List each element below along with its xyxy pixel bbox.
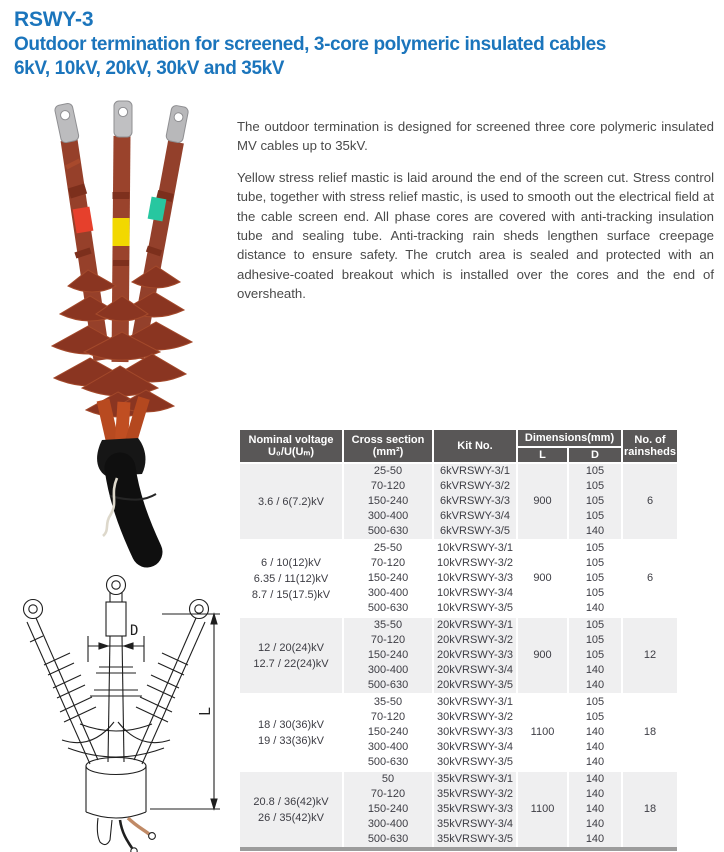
kit-no-cell: 35kVRSWY-3/3 xyxy=(433,802,517,817)
cross-section-cell: 35-50 xyxy=(343,617,433,633)
cross-section-cell: 300-400 xyxy=(343,740,433,755)
d-dimension-label: D xyxy=(130,623,139,639)
cross-section-cell: 70-120 xyxy=(343,633,433,648)
kit-no-cell: 6kVRSWY-3/3 xyxy=(433,494,517,509)
dim-d-cell: 105 xyxy=(568,494,622,509)
dim-d-cell: 105 xyxy=(568,463,622,479)
rainsheds-cell: 6 xyxy=(622,463,677,540)
kit-no-cell: 20kVRSWY-3/5 xyxy=(433,678,517,694)
dim-d-cell: 140 xyxy=(568,771,622,787)
page-title: Outdoor termination for screened, 3-core polymeric insulated cables xyxy=(14,34,606,55)
cross-section-cell: 300-400 xyxy=(343,663,433,678)
drawing-center-sheds xyxy=(68,667,164,757)
green-phase-band xyxy=(155,198,159,220)
dim-d-cell: 140 xyxy=(568,740,622,755)
cross-section-cell: 500-630 xyxy=(343,832,433,849)
voltage-cell: 12 / 20(24)kV 12.7 / 22(24)kV xyxy=(240,617,343,694)
breakout-and-cable xyxy=(97,438,156,552)
col-header-rainsheds: No. of rainsheds xyxy=(622,430,677,463)
dim-d-cell: 105 xyxy=(568,648,622,663)
cross-section-cell: 300-400 xyxy=(343,586,433,601)
title-block xyxy=(14,6,714,81)
kit-no-cell: 10kVRSWY-3/3 xyxy=(433,571,517,586)
cross-section-cell: 300-400 xyxy=(343,817,433,832)
voltage-cell: 6 / 10(12)kV 6.35 / 11(12)kV 8.7 / 15(17.5)kV xyxy=(240,540,343,617)
cross-section-cell: 500-630 xyxy=(343,755,433,771)
cross-section-cell: 70-120 xyxy=(343,787,433,802)
rainsheds-cell: 18 xyxy=(622,694,677,771)
dim-d-cell: 105 xyxy=(568,509,622,524)
kit-no-cell: 30kVRSWY-3/2 xyxy=(433,710,517,725)
voltage-cell: 3.6 / 6(7.2)kV xyxy=(240,463,343,540)
col-header-dimensions: Dimensions(mm) xyxy=(517,430,622,447)
kit-no-cell: 20kVRSWY-3/1 xyxy=(433,617,517,633)
dim-l-cell: 1100 xyxy=(517,771,568,849)
voltage-group-35kv xyxy=(240,771,677,849)
dim-l-cell: 900 xyxy=(517,540,568,617)
dim-d-cell: 105 xyxy=(568,540,622,556)
drawing-center-leg xyxy=(106,576,126,763)
cross-section-cell: 70-120 xyxy=(343,479,433,494)
l-dimension-label: L xyxy=(196,706,214,716)
voltage-group-10kv xyxy=(240,540,677,617)
col-header-dim-d: D xyxy=(568,447,622,463)
table-row xyxy=(240,617,677,633)
voltage-group-30kv xyxy=(240,694,677,771)
voltage-cell: 20.8 / 36(42)kV 26 / 35(42)kV xyxy=(240,771,343,849)
cross-section-cell: 500-630 xyxy=(343,678,433,694)
kit-no-cell: 20kVRSWY-3/2 xyxy=(433,633,517,648)
kit-no-cell: 10kVRSWY-3/1 xyxy=(433,540,517,556)
kit-no-cell: 35kVRSWY-3/5 xyxy=(433,832,517,849)
dim-d-cell: 105 xyxy=(568,556,622,571)
voltage-range: 6kV, 10kV, 20kV, 30kV and 35kV xyxy=(14,58,285,79)
voltage-group-6kv xyxy=(240,463,677,540)
dim-l-cell: 900 xyxy=(517,617,568,694)
kit-no-cell: 30kVRSWY-3/4 xyxy=(433,740,517,755)
dim-l-cell: 900 xyxy=(517,463,568,540)
dim-d-cell: 105 xyxy=(568,633,622,648)
dim-d-cell: 140 xyxy=(568,663,622,678)
dim-d-cell: 105 xyxy=(568,586,622,601)
termination-line-drawing xyxy=(2,572,232,852)
cross-section-cell: 70-120 xyxy=(343,556,433,571)
dim-d-cell: 140 xyxy=(568,725,622,740)
rainsheds-cell: 6 xyxy=(622,540,677,617)
drawing-breakout-body xyxy=(86,758,146,819)
dim-d-cell: 140 xyxy=(568,802,622,817)
termination-photo-graphic xyxy=(6,100,230,574)
table-header xyxy=(240,430,677,463)
kit-no-cell: 35kVRSWY-3/1 xyxy=(433,771,517,787)
cross-section-cell: 70-120 xyxy=(343,710,433,725)
rainsheds-cell: 12 xyxy=(622,617,677,694)
product-photo xyxy=(6,100,230,574)
kit-selection-table xyxy=(240,430,677,851)
kit-no-cell: 35kVRSWY-3/4 xyxy=(433,817,517,832)
kit-no-cell: 20kVRSWY-3/3 xyxy=(433,648,517,663)
col-header-cross-section: Cross section (mm²) xyxy=(343,430,433,463)
cross-section-cell: 500-630 xyxy=(343,524,433,540)
dim-d-cell: 105 xyxy=(568,617,622,633)
table-row xyxy=(240,463,677,479)
product-code: RSWY-3 xyxy=(14,8,94,31)
dim-d-cell: 105 xyxy=(568,479,622,494)
kit-no-cell: 10kVRSWY-3/5 xyxy=(433,601,517,617)
kit-no-cell: 30kVRSWY-3/5 xyxy=(433,755,517,771)
table-row xyxy=(240,540,677,556)
cross-section-cell: 150-240 xyxy=(343,494,433,509)
kit-no-cell: 20kVRSWY-3/4 xyxy=(433,663,517,678)
dim-d-cell: 140 xyxy=(568,755,622,771)
cross-section-cell: 50 xyxy=(343,771,433,787)
dim-d-cell: 140 xyxy=(568,817,622,832)
dim-d-cell: 140 xyxy=(568,601,622,617)
drawing-earth-tails xyxy=(97,818,155,852)
dim-l-cell: 1100 xyxy=(517,694,568,771)
description-paragraph-2: Yellow stress relief mastic is laid around the end of the screen cut. Stress control tube, together with stress relief mastic, is used to smooth out the electrical field at the cable screen end. All phase cores are covered with anti-tracking insulation tube and sealing tube. Anti-tracking rain sheds lengthen surface creepage distance to ensure safety. The crutch area is sealed and protected with an adhesive-coated breakout which is installed over the cores and the end of oversheath. xyxy=(237,169,714,302)
kit-no-cell: 6kVRSWY-3/2 xyxy=(433,479,517,494)
red-phase-band xyxy=(81,208,85,232)
table-row xyxy=(240,694,677,710)
kit-no-cell: 6kVRSWY-3/1 xyxy=(433,463,517,479)
dim-d-cell: 105 xyxy=(568,694,622,710)
kit-no-cell: 35kVRSWY-3/2 xyxy=(433,787,517,802)
table-row xyxy=(240,771,677,787)
cross-section-cell: 25-50 xyxy=(343,540,433,556)
product-description xyxy=(237,117,714,316)
drawing-left-leg xyxy=(24,600,115,765)
dimension-drawing xyxy=(2,572,232,852)
kit-no-cell: 30kVRSWY-3/3 xyxy=(433,725,517,740)
cross-section-cell: 300-400 xyxy=(343,509,433,524)
kit-no-cell: 30kVRSWY-3/1 xyxy=(433,694,517,710)
col-header-kit-no: Kit No. xyxy=(433,430,517,463)
cross-section-cell: 150-240 xyxy=(343,571,433,586)
kit-no-cell: 6kVRSWY-3/5 xyxy=(433,524,517,540)
cable-lugs xyxy=(54,101,189,143)
dim-d-cell: 140 xyxy=(568,524,622,540)
cross-section-cell: 500-630 xyxy=(343,601,433,617)
cross-section-cell: 150-240 xyxy=(343,725,433,740)
voltage-group-20kv xyxy=(240,617,677,694)
cross-section-cell: 35-50 xyxy=(343,694,433,710)
col-header-dim-l: L xyxy=(517,447,568,463)
col-header-nominal-voltage: Nominal voltage U₀/U(Uₘ) xyxy=(240,430,343,463)
cross-section-cell: 150-240 xyxy=(343,648,433,663)
rainsheds-cell: 18 xyxy=(622,771,677,849)
d-dimension xyxy=(88,623,144,662)
dim-d-cell: 105 xyxy=(568,710,622,725)
cross-section-cell: 150-240 xyxy=(343,802,433,817)
dim-d-cell: 140 xyxy=(568,787,622,802)
dim-d-cell: 140 xyxy=(568,832,622,849)
dim-d-cell: 105 xyxy=(568,571,622,586)
cross-section-cell: 25-50 xyxy=(343,463,433,479)
kit-no-cell: 10kVRSWY-3/2 xyxy=(433,556,517,571)
voltage-cell: 18 / 30(36)kV 19 / 33(36)kV xyxy=(240,694,343,771)
description-paragraph-1: The outdoor termination is designed for screened three core polymeric insulated MV cables up to 35kV. xyxy=(237,119,714,154)
kit-no-cell: 10kVRSWY-3/4 xyxy=(433,586,517,601)
dim-d-cell: 140 xyxy=(568,678,622,694)
kit-no-cell: 6kVRSWY-3/4 xyxy=(433,509,517,524)
